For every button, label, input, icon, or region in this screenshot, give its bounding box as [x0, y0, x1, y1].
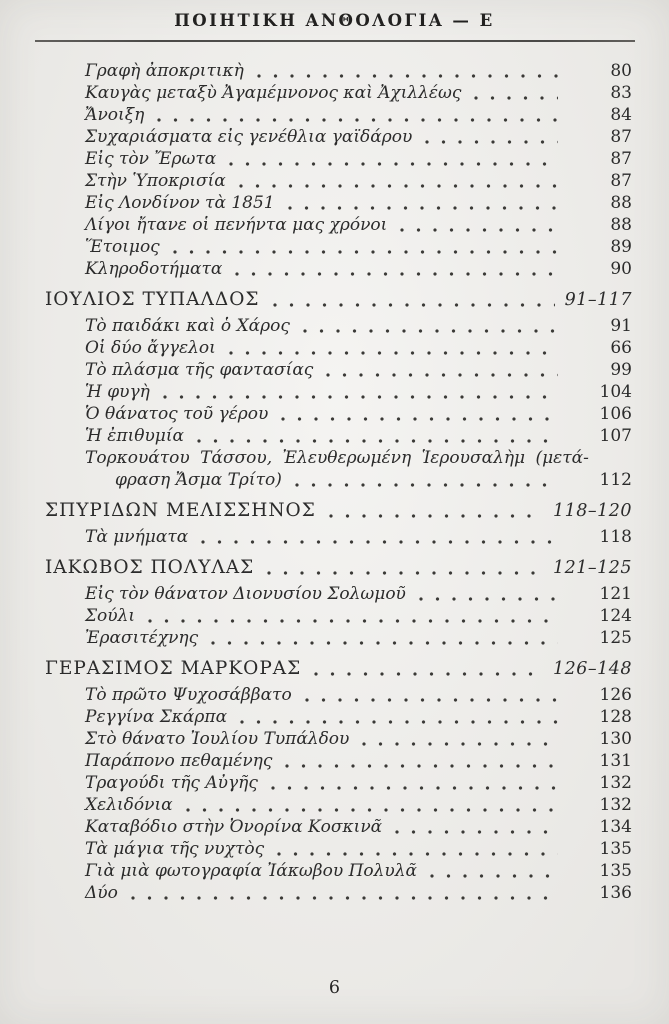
toc-entry — [45, 258, 632, 280]
toc-section-pages: 91–117 — [564, 290, 632, 310]
toc-entry-label: Εἰς τὸν Ἔρωτα — [85, 149, 217, 169]
dot-leader — [173, 249, 558, 255]
running-head-title: ΠΟΙΗΤΙΚΗ ΑΝΘΟΛΟΓΙΑ — Ε — [174, 11, 495, 30]
dot-leader — [314, 671, 543, 677]
toc-section — [45, 557, 632, 579]
dot-leader — [148, 618, 558, 624]
toc-entry-label: Καυγὰς μεταξὺ Ἀγαμέμνονος καὶ Ἀχιλλέως — [85, 83, 462, 103]
toc-entry — [45, 170, 632, 192]
dot-leader — [131, 895, 558, 901]
toc-entry-page: 112 — [599, 470, 632, 490]
toc-entry — [45, 104, 632, 126]
toc-section-label: ΣΠΥΡΙΔΩΝ ΜΕΛΙΣΣΗΝΟΣ — [45, 500, 316, 521]
toc-entry-page: 121 — [599, 584, 632, 604]
toc-entry-page: 66 — [610, 338, 632, 358]
toc-entry-label: Παράπονο πεθαμένης — [85, 751, 273, 771]
toc-entry — [45, 583, 632, 605]
toc-entry-page: 132 — [599, 773, 632, 793]
toc-entry — [45, 627, 632, 649]
toc-entry — [45, 706, 632, 728]
toc-entry-page: 131 — [599, 751, 632, 771]
toc-entry-label: Στὴν Ὑποκρισία — [85, 171, 226, 191]
toc-entry — [45, 337, 632, 359]
toc-entry-page: 80 — [610, 61, 632, 81]
toc-entry-continuation — [45, 469, 632, 491]
toc-entry-page: 118 — [599, 527, 632, 547]
toc-entry — [45, 447, 632, 469]
dot-leader — [329, 513, 543, 519]
toc-entry-label: Ἕτοιμος — [85, 237, 160, 257]
dot-leader — [303, 328, 558, 334]
toc-entry-page: 87 — [610, 149, 632, 169]
toc-entry-label: Τὰ μάγια τῆς νυχτὸς — [85, 839, 265, 859]
toc-entry-page: 90 — [610, 259, 632, 279]
toc-entry-label: Ρεγγίνα Σκάρπα — [85, 707, 228, 727]
toc-entry — [45, 816, 632, 838]
toc-entry — [45, 526, 632, 548]
dot-leader — [201, 539, 558, 545]
toc-entry-page: 135 — [599, 839, 632, 859]
toc-entry-label: Τὰ μνήματα — [85, 527, 189, 547]
dot-leader — [271, 785, 558, 791]
toc-entry-label: Καταβόδιο στὴν Ὀνορίνα Κοσκινᾶ — [85, 817, 383, 837]
toc-entry-page: 104 — [599, 382, 632, 402]
toc-entry-label: Ἄνοιξη — [85, 105, 145, 125]
toc-entry-label: Τραγούδι τῆς Αὐγῆς — [85, 773, 258, 793]
header-divider-rule — [35, 40, 635, 42]
toc-entry-page: 87 — [610, 127, 632, 147]
toc-entry — [45, 728, 632, 750]
dot-leader — [362, 741, 558, 747]
toc-entry — [45, 236, 632, 258]
toc-entry-page: 126 — [599, 685, 632, 705]
toc-entry-label: Εἰς τὸν θάνατον Διονυσίου Σολωμοῦ — [85, 584, 406, 604]
toc-entry-page: 130 — [599, 729, 632, 749]
toc-entry-label: Δύο — [85, 883, 118, 903]
toc-entry-page: 99 — [610, 360, 632, 380]
dot-leader — [197, 438, 558, 444]
toc-entry — [45, 214, 632, 236]
toc-section-label: ΓΕΡΑΣΙΜΟΣ ΜΑΡΚΟΡΑΣ — [45, 658, 302, 679]
toc-entry-page: 125 — [599, 628, 632, 648]
toc-section — [45, 500, 632, 522]
toc-entry-label: Στὸ θάνατο Ἰουλίου Τυπάλδου — [85, 729, 350, 749]
toc-entry-page: 91 — [610, 316, 632, 336]
dot-leader — [288, 205, 558, 211]
toc-list — [45, 60, 632, 904]
toc-section-label: ΙΑΚΩΒΟΣ ΠΟΛΥΛΑΣ — [45, 557, 255, 578]
dot-leader — [400, 227, 558, 233]
toc-entry-label: Εἰς Λονδίνον τὰ 1851 — [85, 193, 275, 213]
toc-entry-label: Ὁ θάνατος τοῦ γέρου — [85, 404, 269, 424]
toc-entry-label: Ἡ ἐπιθυμία — [85, 426, 184, 446]
dot-leader — [229, 350, 558, 356]
toc-entry-page: 124 — [599, 606, 632, 626]
toc-entry — [45, 403, 632, 425]
toc-section-label: ΙΟΥΛΙΟΣ ΤΥΠΑΛΔΟΣ — [45, 289, 260, 310]
toc-section — [45, 289, 632, 311]
toc-entry-page: 106 — [599, 404, 632, 424]
toc-entry-page: 84 — [610, 105, 632, 125]
toc-entry — [45, 60, 632, 82]
dot-leader — [305, 697, 558, 703]
dot-leader — [211, 640, 558, 646]
toc-section-pages: 118–120 — [552, 501, 632, 521]
toc-entry-page: 134 — [599, 817, 632, 837]
toc-entry — [45, 148, 632, 170]
toc-entry — [45, 425, 632, 447]
dot-leader — [235, 271, 558, 277]
toc-entry-label: Λίγοι ἤτανε οἱ πενήντα μας χρόνοι — [85, 215, 388, 235]
toc-entry — [45, 794, 632, 816]
toc-entry — [45, 192, 632, 214]
dot-leader — [163, 394, 558, 400]
toc-section-pages: 126–148 — [552, 659, 632, 679]
toc-entry-label: Τὸ πρῶτο Ψυχοσάββατο — [85, 685, 292, 705]
dot-leader — [395, 829, 558, 835]
toc-entry-label: φραση Ἄσμα Τρίτο) — [115, 470, 282, 490]
toc-entry-page: 132 — [599, 795, 632, 815]
dot-leader — [425, 139, 558, 145]
toc-entry — [45, 750, 632, 772]
toc-entry-label: Σούλι — [85, 606, 136, 626]
page-number: 6 — [328, 978, 341, 998]
toc-entry-page: 135 — [599, 861, 632, 881]
toc-entry-label: Τορκουάτου Τάσσου, Ἐλευθερωμένη Ἱερουσαλὴμ (μετά- — [85, 448, 589, 468]
toc-entry-label: Τὸ πλάσμα τῆς φαντασίας — [85, 360, 314, 380]
dot-leader — [239, 183, 558, 189]
toc-entry-label: Συχαριάσματα εἰς γενέθλια γαϊδάρου — [85, 127, 413, 147]
toc-entry — [45, 684, 632, 706]
dot-leader — [229, 161, 558, 167]
toc-section-pages: 121–125 — [552, 558, 632, 578]
toc-section — [45, 658, 632, 680]
dot-leader — [474, 95, 558, 101]
dot-leader — [257, 73, 558, 79]
toc-entry-label: Γιὰ μιὰ φωτογραφία Ἰάκωβου Πολυλᾶ — [85, 861, 418, 881]
dot-leader — [267, 570, 543, 576]
toc-entry-page: 107 — [599, 426, 632, 446]
dot-leader — [419, 596, 558, 602]
toc-entry-label: Κληροδοτήματα — [85, 259, 223, 279]
toc-entry-page: 128 — [599, 707, 632, 727]
toc-entry-page: 136 — [599, 883, 632, 903]
dot-leader — [430, 873, 558, 879]
dot-leader — [326, 372, 558, 378]
toc-entry-page: 87 — [610, 171, 632, 191]
dot-leader — [277, 851, 558, 857]
toc-entry-page: 83 — [610, 83, 632, 103]
toc-entry-label: Χελιδόνια — [85, 795, 173, 815]
toc-entry — [45, 82, 632, 104]
toc-entry — [45, 772, 632, 794]
toc-entry — [45, 126, 632, 148]
toc-entry-label: Γραφὴ ἀποκριτικὴ — [85, 61, 244, 81]
toc-entry-label: Οἱ δύο ἄγγελοι — [85, 338, 216, 358]
dot-leader — [273, 302, 555, 308]
toc-entry-page: 89 — [610, 237, 632, 257]
dot-leader — [285, 763, 558, 769]
toc-entry — [45, 381, 632, 403]
toc-entry-label: Τὸ παιδάκι καὶ ὁ Χάρος — [85, 316, 290, 336]
toc-entry — [45, 838, 632, 860]
toc-entry-label: Ἐρασιτέχνης — [85, 628, 199, 648]
toc-entry — [45, 860, 632, 882]
toc-entry — [45, 315, 632, 337]
toc-entry — [45, 882, 632, 904]
toc-entry — [45, 359, 632, 381]
toc-entry-page: 88 — [610, 193, 632, 213]
dot-leader — [240, 719, 558, 725]
dot-leader — [186, 807, 558, 813]
toc-entry-label: Ἡ φυγὴ — [85, 382, 150, 402]
toc-entry — [45, 605, 632, 627]
dot-leader — [281, 416, 558, 422]
dot-leader — [295, 482, 558, 488]
toc-entry-page: 88 — [610, 215, 632, 235]
dot-leader — [157, 117, 558, 123]
